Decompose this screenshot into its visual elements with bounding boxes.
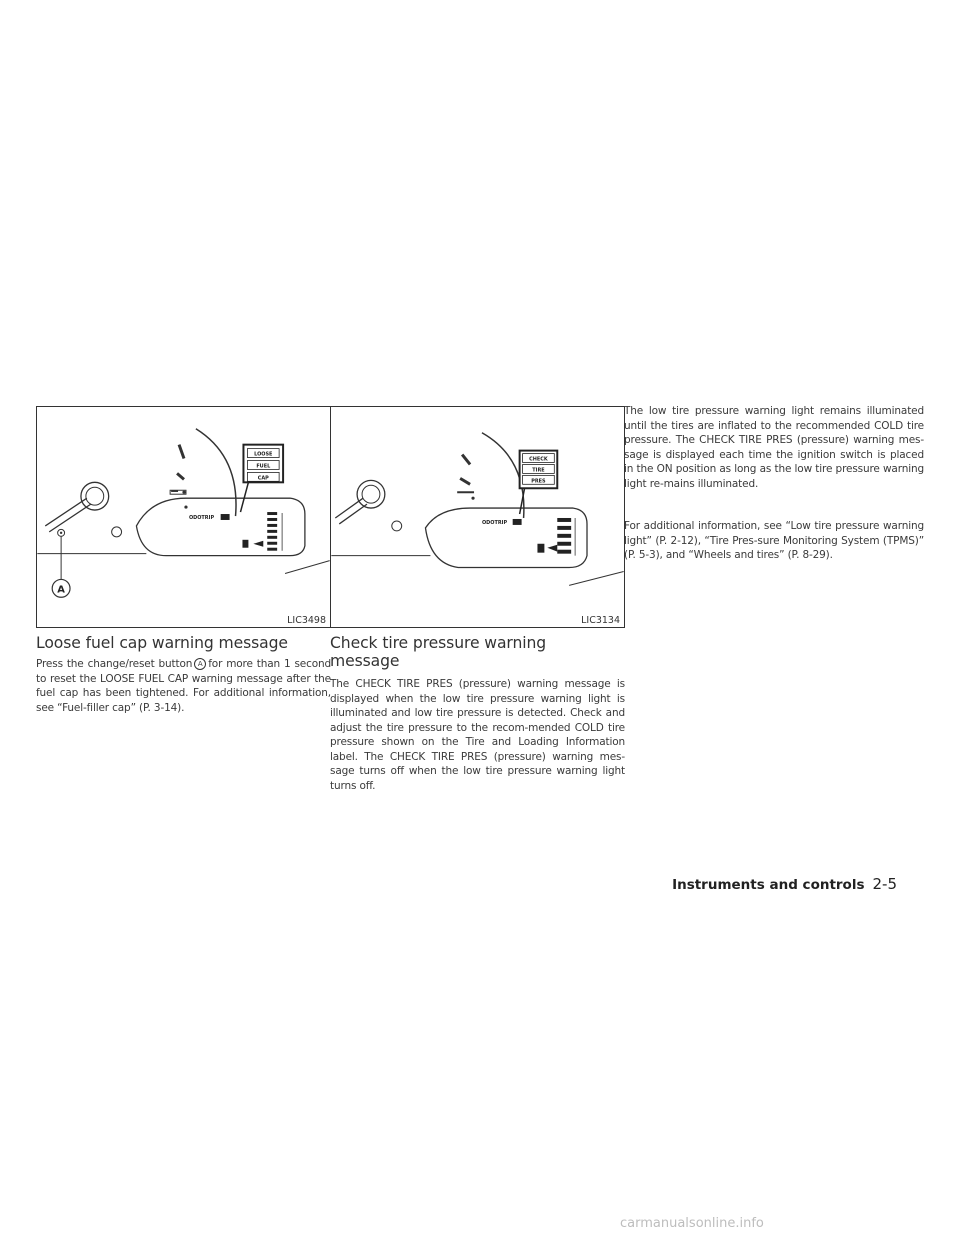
odotrip-label-1: ODOTRIP bbox=[188, 514, 215, 521]
msg-fuel: FUEL bbox=[256, 463, 271, 470]
paragraph-tire-pressure-2: The low tire pressure warning light remains illuminated until the tires are inflated to the recommended COLD tire pressure. The CHECK TIRE PRES (pressure) warning mes-sage is displayed each time the ignition switch is placed in the ON position as long as the low tire pressure warning light re-mains illuminated. bbox=[624, 405, 924, 490]
paragraph-tire-pressure-1: The CHECK TIRE PRES (pressure) warning message is displayed when the low tire pressure warning light is illuminated and low tire pressure is detected. Check and adjust the tire pressure to the recom-mended COLD tire pressure shown on the Tire and Loading Information label. The CHECK TIRE PRES (pressure) warning mes-sage turns off when the low tire pressure warning light turns off. bbox=[330, 678, 625, 792]
msg-check: CHECK bbox=[529, 456, 548, 463]
msg-pres: PRES bbox=[531, 478, 546, 485]
cluster-illustration-2 bbox=[331, 407, 624, 627]
watermark: carmanualsonline.info bbox=[620, 1216, 764, 1231]
figure-code-1: LIC3498 bbox=[287, 615, 326, 626]
odotrip-label-2: ODOTRIP bbox=[481, 519, 508, 526]
msg-loose: LOOSE bbox=[254, 451, 273, 458]
page-footer bbox=[672, 875, 897, 893]
figure-loose-fuel-cap bbox=[36, 406, 331, 628]
msg-tire: TIRE bbox=[532, 467, 545, 474]
section-title-loose-fuel: Loose fuel cap warning message bbox=[36, 634, 288, 652]
callout-a: A bbox=[57, 584, 65, 596]
cluster-illustration-1 bbox=[37, 407, 330, 627]
figure-check-tire-pres bbox=[330, 406, 625, 628]
section-title-tire-pressure: Check tire pressure warning message bbox=[330, 634, 547, 670]
paragraph-tire-pressure-3: For additional information, see “Low tire pressure warning light” (P. 2-12), “Tire Pres-sure Monitoring System (TPMS)” (P. 5-3), and “Wheels and tires” (P. 8-29). bbox=[624, 520, 924, 561]
page-number: 2-5 bbox=[872, 875, 897, 893]
button-a-ref: A bbox=[194, 658, 206, 670]
paragraph-loose-fuel: Press the change/reset button A for more than 1 second to reset the LOOSE FUEL CAP warning message after the fuel cap has been tightened. For additional information, see “Fuel-filler cap” (P. 3-14). bbox=[36, 658, 331, 714]
figure-code-2: LIC3134 bbox=[581, 615, 620, 626]
msg-cap: CAP bbox=[257, 475, 269, 482]
footer-section: Instruments and controls bbox=[672, 877, 865, 893]
